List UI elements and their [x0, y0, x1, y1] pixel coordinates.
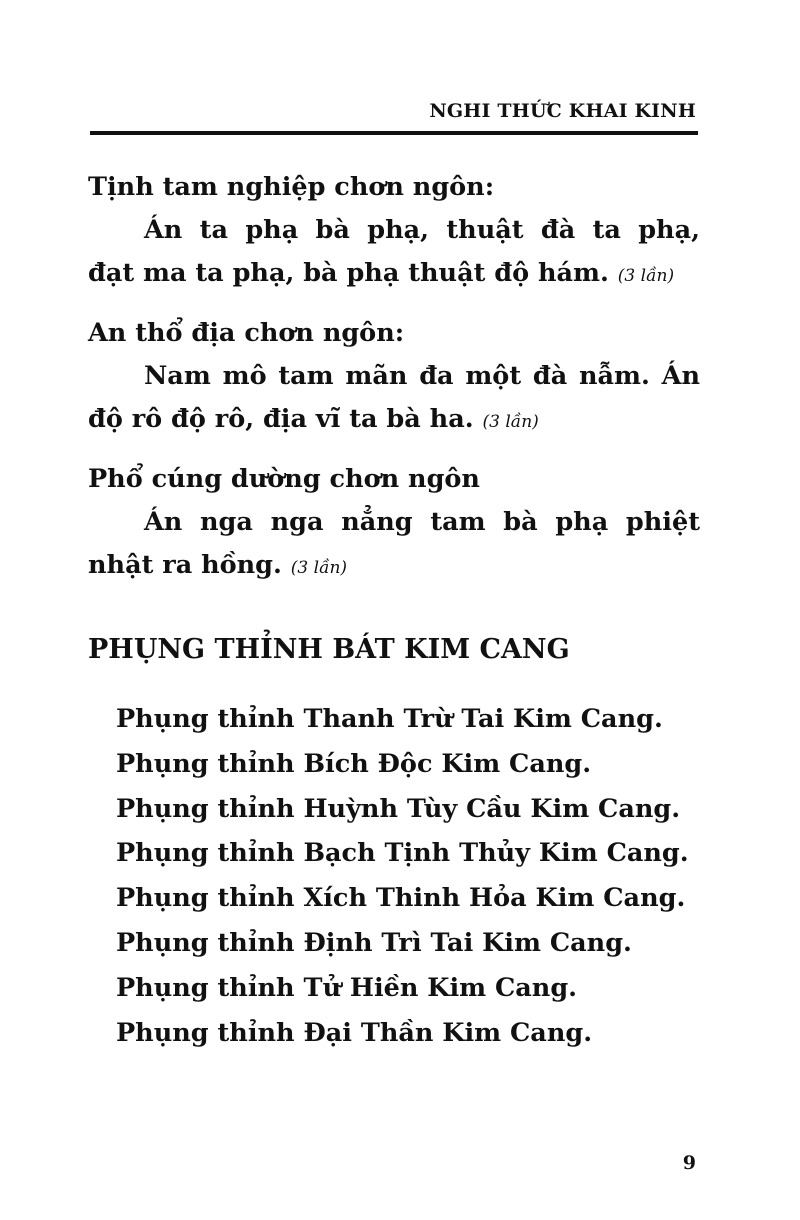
- mantra-line-with-note: [88, 252, 700, 298]
- invocation-line: Phụng thỉnh Bích Độc Kim Cang.: [116, 748, 592, 779]
- invocation-line: Phụng thỉnh Thanh Trừ Tai Kim Cang.: [116, 704, 663, 734]
- mantra-section: [88, 166, 700, 298]
- invocation-line: Phụng thỉnh Bạch Tịnh Thủy Kim Cang.: [116, 838, 689, 869]
- mantra-line-with-note: [88, 544, 700, 590]
- mantra-title: Tịnh tam nghiệp chơn ngôn:: [88, 172, 495, 202]
- section-heading: PHỤNG THỈNH BÁT KIM CANG: [88, 634, 570, 665]
- mantra-line: đạt ma ta phạ, bà phạ thuật độ hám.: [88, 258, 609, 288]
- header-rule: [90, 131, 698, 135]
- invocation-line: Phụng thỉnh Định Trì Tai Kim Cang.: [116, 927, 632, 958]
- repeat-note: (3 lần): [482, 412, 539, 432]
- mantra-line: Án ta phạ bà phạ, thuật đà ta phạ,: [144, 215, 700, 245]
- mantra-section: [88, 312, 700, 444]
- invocation-line: Phụng thỉnh Đại Thần Kim Cang.: [116, 1017, 593, 1048]
- repeat-note: (3 lần): [617, 266, 675, 286]
- page-body: [88, 166, 700, 1055]
- mantra-line: Nam mô tam mãn đa một đà nẫm. Án: [144, 361, 700, 391]
- mantra-section: [88, 458, 700, 590]
- mantra-title: An thổ địa chơn ngôn:: [88, 318, 405, 348]
- mantra-line: Án nga nga nẳng tam bà phạ phiệt: [144, 507, 700, 537]
- repeat-note: (3 lần): [290, 558, 348, 578]
- invocation-line: Phụng thỉnh Huỳnh Tùy Cầu Kim Cang.: [116, 793, 681, 824]
- running-header: NGHI THỨC KHAI KINH: [429, 100, 696, 122]
- mantra-title: Phổ cúng dường chơn ngôn: [88, 464, 480, 494]
- invocation-line: Phụng thỉnh Tử Hiền Kim Cang.: [116, 972, 578, 1003]
- mantra-line: độ rô độ rô, địa vĩ ta bà ha.: [88, 404, 474, 434]
- mantra-line-with-note: [88, 398, 700, 444]
- invocation-list: [88, 697, 700, 1055]
- invocation-line: Phụng thỉnh Xích Thinh Hỏa Kim Cang.: [116, 883, 686, 914]
- page-number: 9: [682, 1152, 696, 1174]
- mantra-line: nhật ra hồng.: [88, 550, 282, 580]
